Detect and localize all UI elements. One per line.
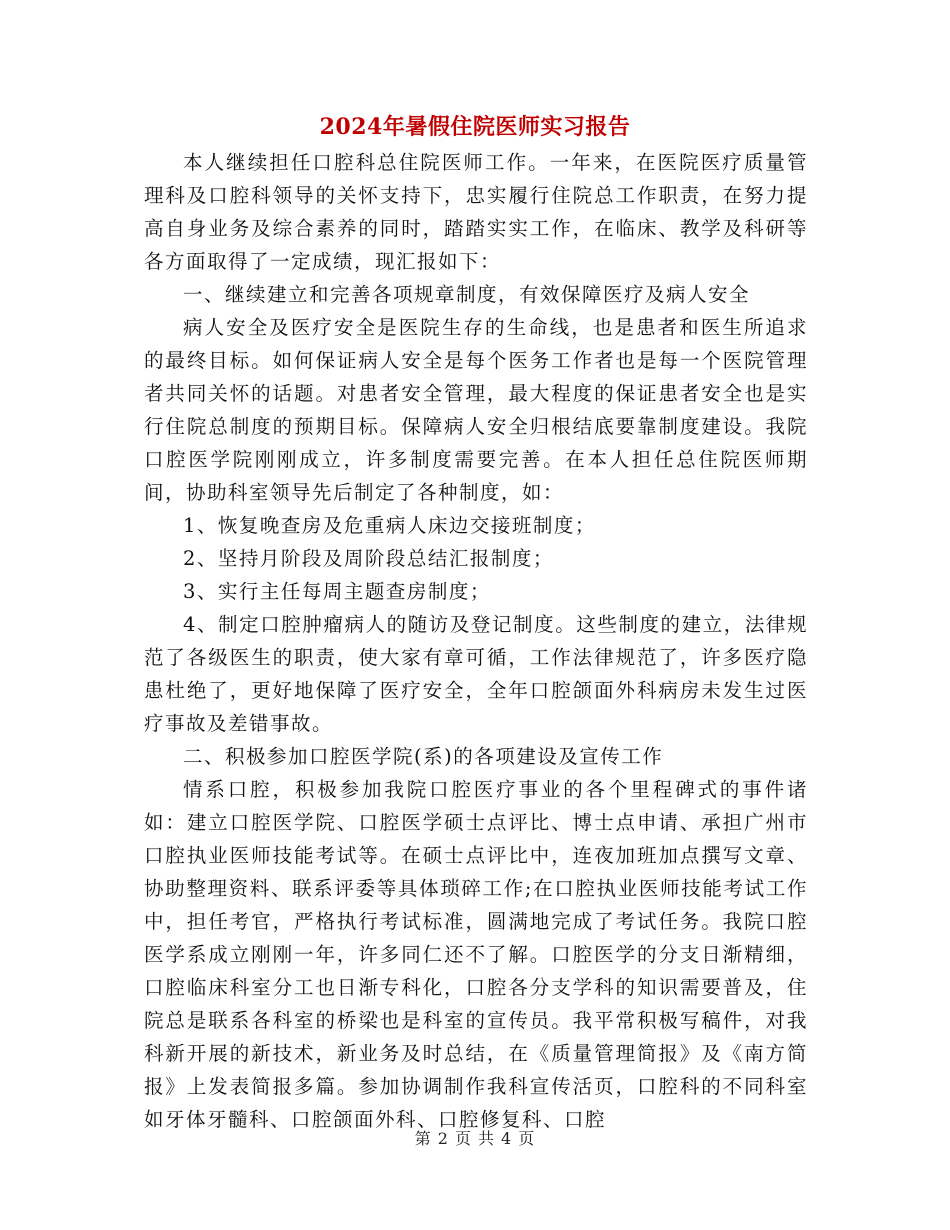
- footer-prefix: 第: [414, 1129, 432, 1148]
- page-footer: [0, 1126, 950, 1149]
- list-item-1: 1、恢复晚查房及危重病人床边交接班制度；: [183, 514, 596, 537]
- section-heading-2: 二、积极参加口腔医学院(系)的各项建设及宣传工作: [183, 745, 664, 768]
- paragraph-intro: 本人继续担任口腔科总住院医师工作。一年来，在医院医疗质量管理科及口腔科领导的关怀支持下，忠实履行住院总工作职责，在努力提高自身业务及综合素养的同时，踏踏实实工作，在临床、教学及科研等各方面取得了一定成绩，现汇报如下：: [144, 151, 808, 273]
- list-item-2: 2、坚持月阶段及周阶段总结汇报制度；: [183, 547, 554, 570]
- footer-suffix: 页: [518, 1129, 536, 1148]
- document-title: 2024年暑假住院医师实习报告: [319, 114, 631, 140]
- footer-mid: 页 共: [454, 1129, 496, 1148]
- footer-page-number: 2: [437, 1129, 449, 1148]
- document-body: [144, 146, 808, 1136]
- footer-total-pages: 4: [501, 1129, 513, 1148]
- paragraph-promotion: 情系口腔，积极参加我院口腔医疗事业的各个里程碑式的事件诸如：建立口腔医学院、口腔医学硕士点评比、博士点申请、承担广州市口腔执业医师技能考试等。在硕士点评比中，连夜加班加点撰写文章、协助整理资料、联系评委等具体琐碎工作;在口腔执业医师技能考试工作中，担任考官，严格执行考试标准，圆满地完成了考试任务。我院口腔医学系成立刚刚一年，许多同仁还不了解。口腔医学的分支日渐精细，口腔临床科室分工也日渐专科化，口腔各分支学科的知识需要普及，住院总是联系各科室的桥梁也是科室的宣传员。我平常积极写稿件，对我科新开展的新技术，新业务及时总结，在《质量管理简报》及《南方简报》上发表简报多篇。参加协调制作我科宣传活页，口腔科的不同科室如牙体牙髓科、口腔颌面外科、口腔修复科、口腔: [144, 778, 808, 1131]
- list-item-4: 4、制定口腔肿瘤病人的随访及登记制度。这些制度的建立，法律规范了各级医生的职责，使大家有章可循，工作法律规范了，许多医疗隐患杜绝了，更好地保障了医疗安全，全年口腔颌面外科病房未发生过医疗事故及差错事故。: [144, 613, 808, 735]
- section-heading-1: 一、继续建立和完善各项规章制度，有效保障医疗及病人安全: [183, 283, 751, 306]
- list-item-3: 3、实行主任每周主题查房制度；: [183, 580, 491, 603]
- paragraph-safety: 病人安全及医疗安全是医院生存的生命线，也是患者和医生所追求的最终目标。如何保证病人安全是每个医务工作者也是每一个医院管理者共同关怀的话题。对患者安全管理，最大程度的保证患者安全也是实行住院总制度的预期目标。保障病人安全归根结底要靠制度建设。我院口腔医学院刚刚成立，许多制度需要完善。在本人担任总住院医师期间，协助科室领导先后制定了各种制度，如：: [144, 316, 808, 504]
